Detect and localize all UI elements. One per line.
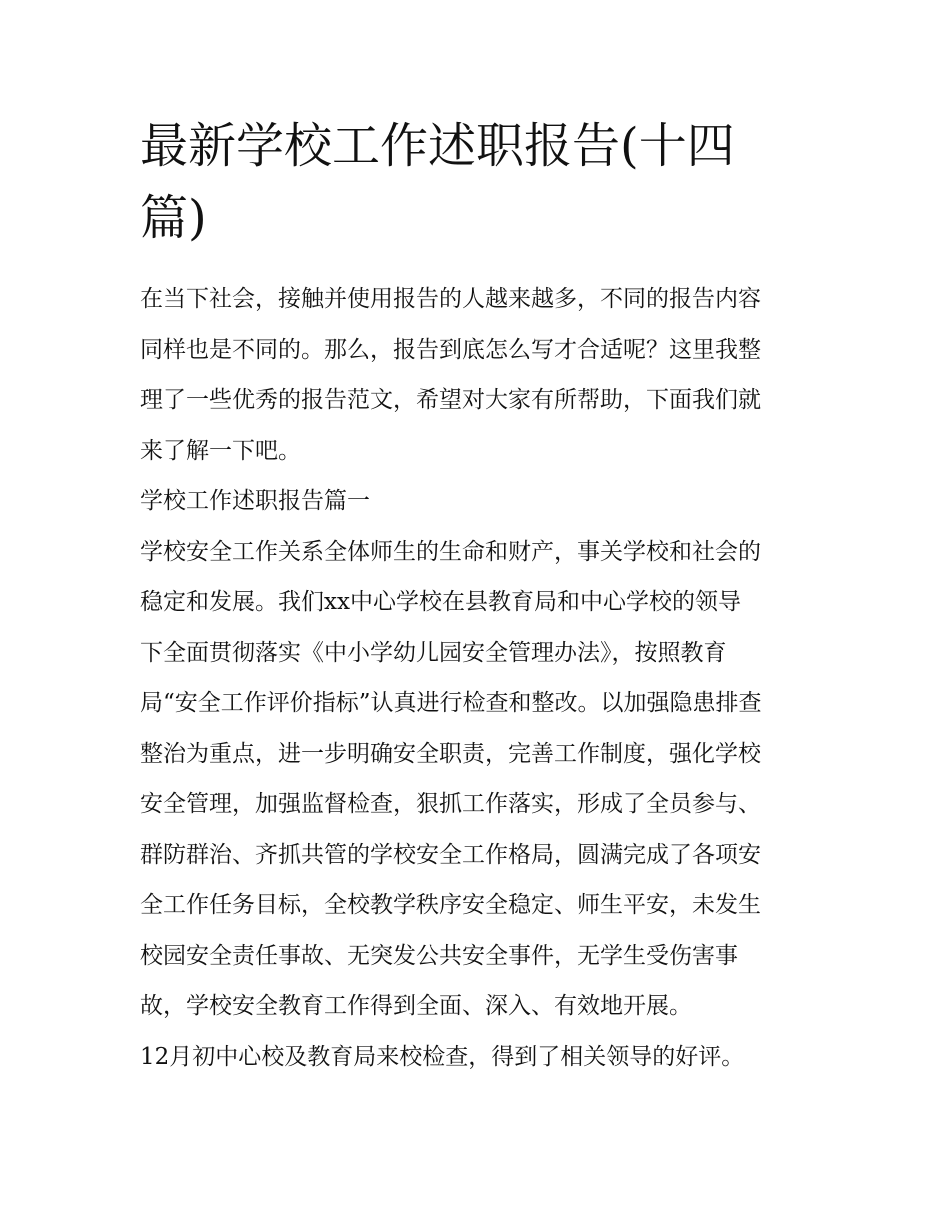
body-line: 稳定和发展。我们xx中心学校在县教育局和中心学校的领导 <box>140 589 741 615</box>
body-line: 校园安全责任事故、无突发公共安全事件，无学生受伤害事 <box>140 942 738 969</box>
intro-line: 同样也是不同的。那么，报告到底怎么写才合适呢？这里我整 <box>140 336 761 363</box>
body-line: 安全管理，加强监督检查，狠抓工作落实，形成了全员参与、 <box>140 791 761 817</box>
body-line: 学校安全工作关系全体师生的生命和财产，事关学校和社会的 <box>140 538 761 565</box>
body-paragraph <box>140 527 812 1032</box>
intro-paragraph <box>140 274 812 476</box>
title-line: 最新学校工作述职报告(十四 <box>140 118 735 174</box>
section-heading: 学校工作述职报告篇一 <box>140 488 370 514</box>
intro-line: 在当下社会，接触并使用报告的人越来越多，不同的报告内容 <box>140 286 761 312</box>
body-line: 故，学校安全教育工作得到全面、深入、有效地开展。 <box>140 993 692 1019</box>
body-line: 整治为重点，进一步明确安全职责，完善工作制度，强化学校 <box>140 740 761 767</box>
closing-paragraph: 12月初中心校及教育局来校检查，得到了相关领导的好评。 <box>140 1043 745 1070</box>
title-line: 篇) <box>140 190 207 246</box>
intro-line: 来了解一下吧。 <box>140 437 301 464</box>
document-title <box>140 110 812 254</box>
intro-line: 理了一些优秀的报告范文，希望对大家有所帮助，下面我们就 <box>140 387 761 413</box>
document-content <box>140 110 812 1082</box>
body-line: 下全面贯彻落实《中小学幼儿园安全管理办法》，按照教育 <box>140 639 727 666</box>
body-line: 全工作任务目标，全校教学秩序安全稳定、师生平安，未发生 <box>140 892 761 918</box>
body-line: 群防群治、齐抓共管的学校安全工作格局，圆满完成了各项安 <box>140 841 761 868</box>
body-line: 局“安全工作评价指标”认真进行检查和整改。以加强隐患排查 <box>140 690 762 716</box>
